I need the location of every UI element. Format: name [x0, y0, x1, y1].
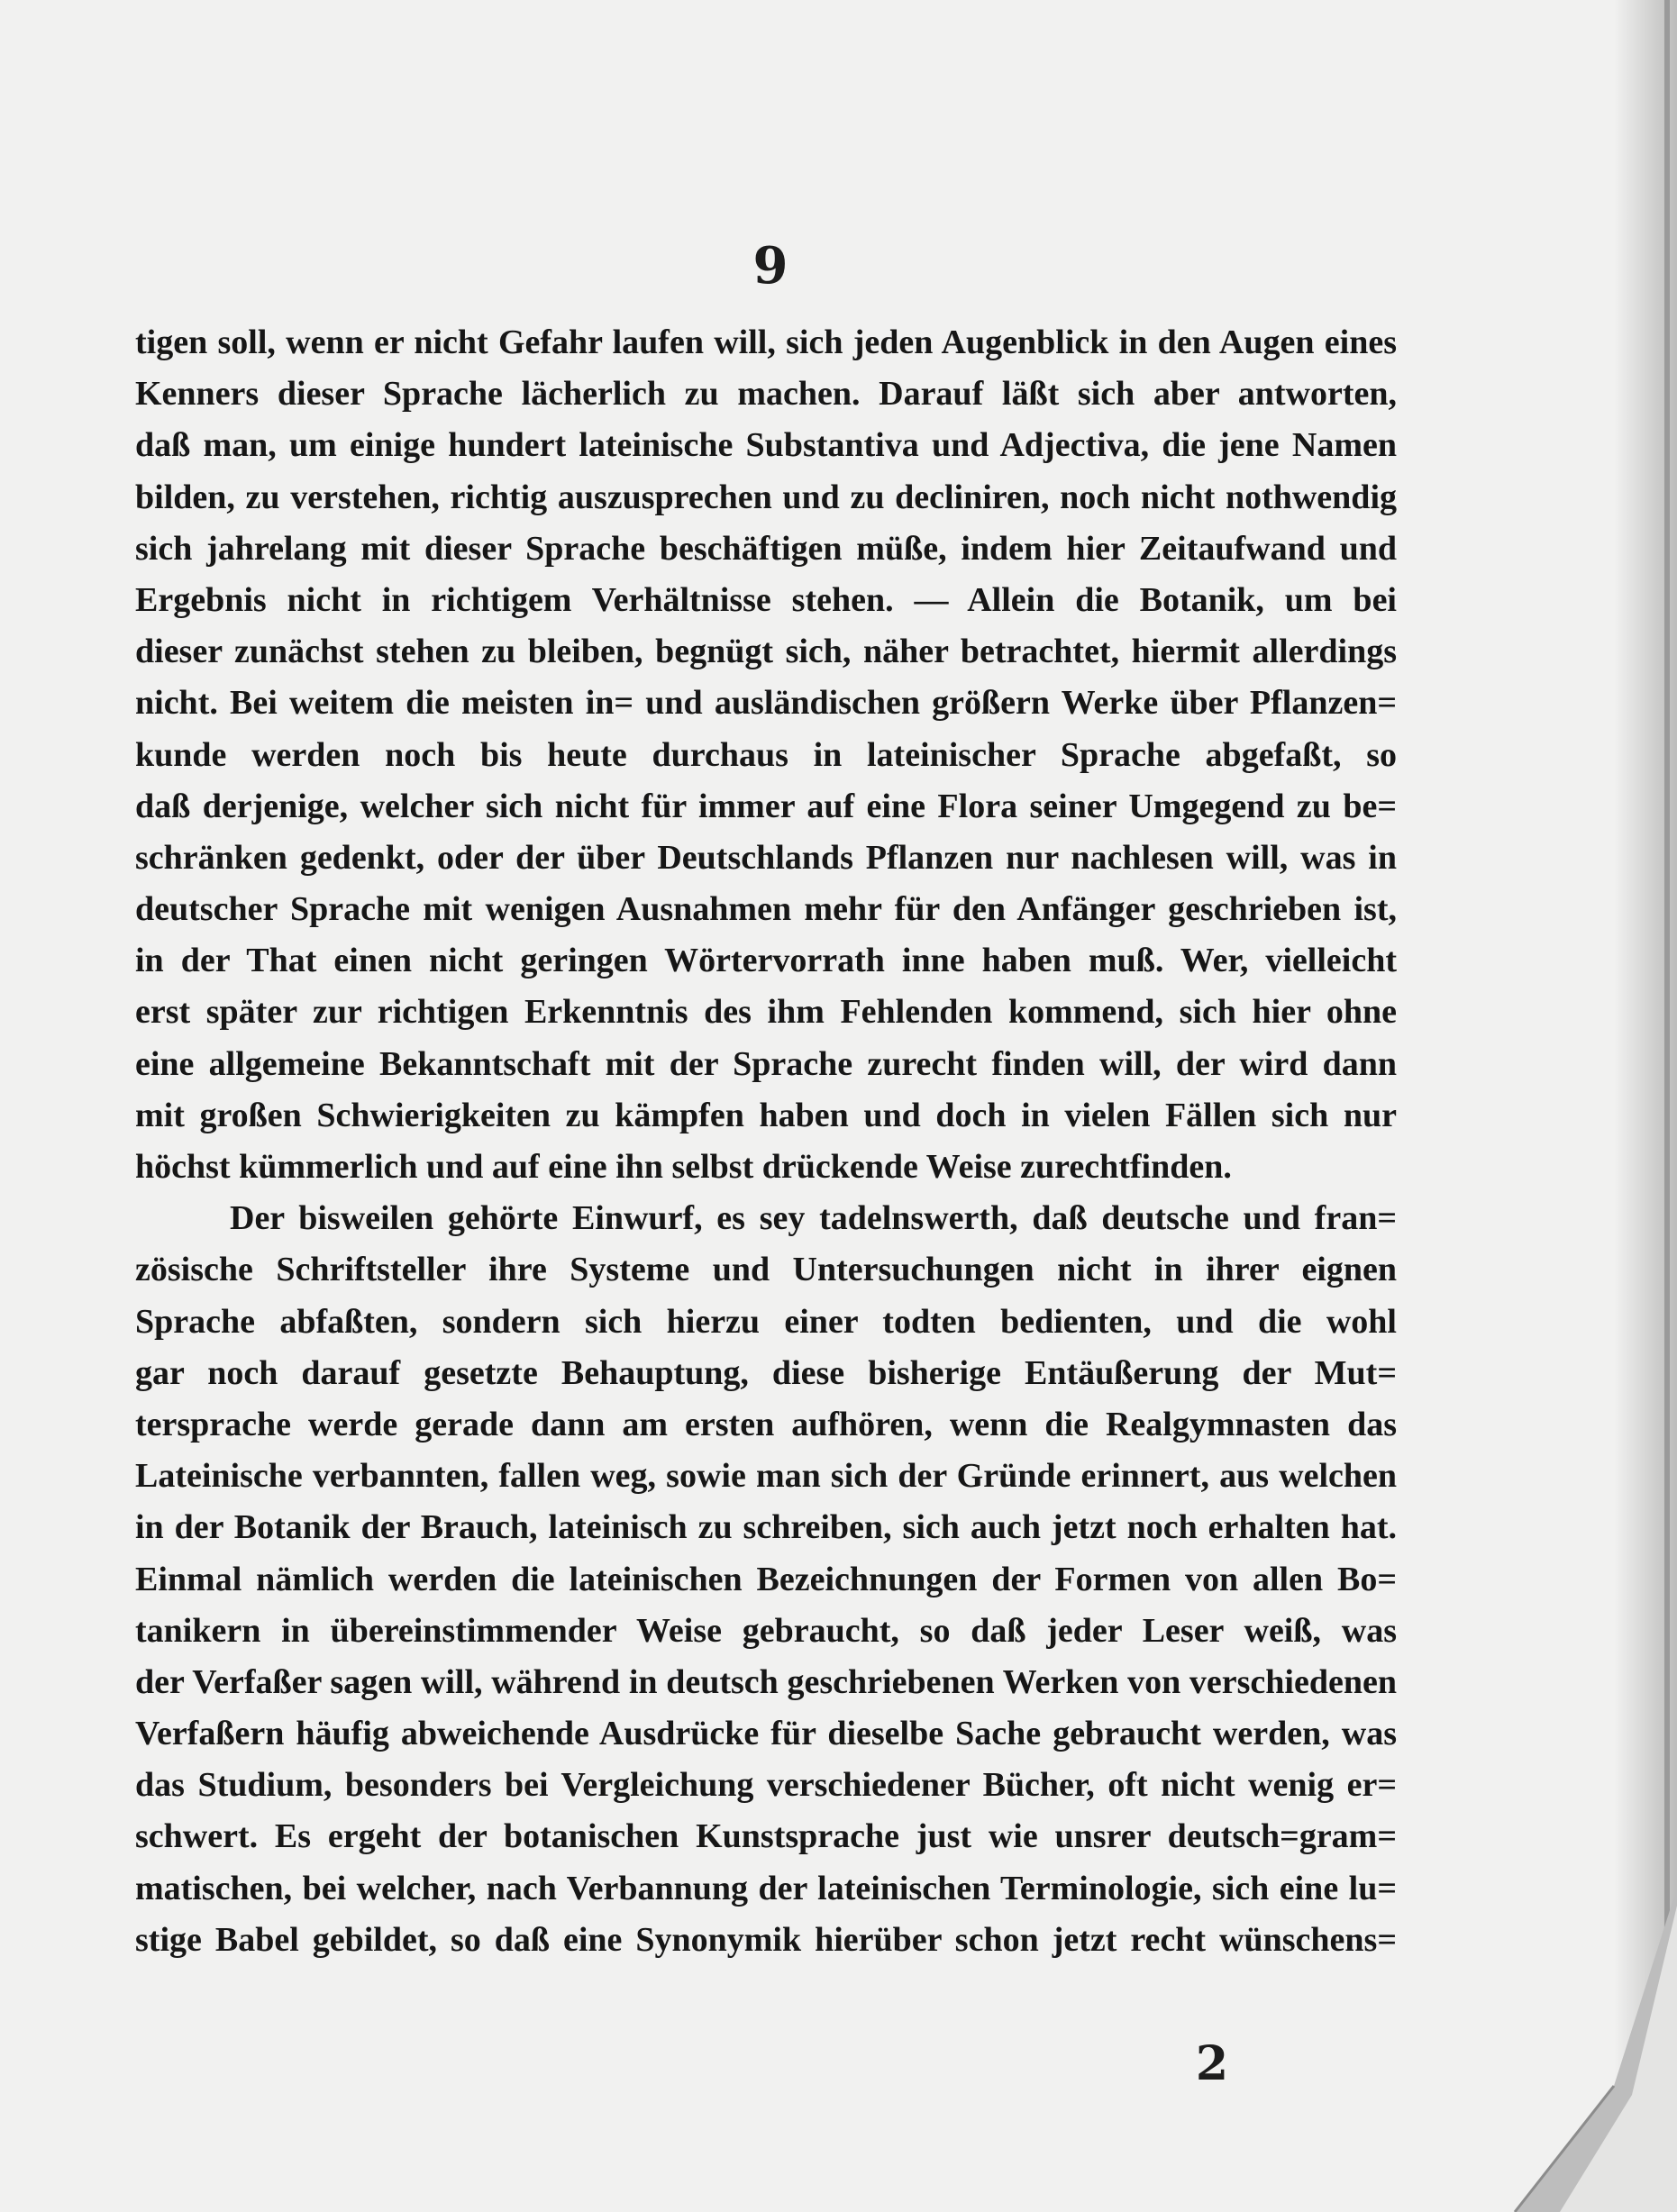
text-line: Sprache abfaßten, sondern sich hierzu einer todten bedienten, und die wohl [135, 1302, 1397, 1341]
text-line: schränken gedenkt, oder der über Deutschlands Pflanzen nur nachlesen will, was in [135, 838, 1397, 877]
text-line: mit großen Schwierigkeiten zu kämpfen haben und doch in vielen Fällen sich nur [135, 1096, 1397, 1134]
text-line: stige Babel gebildet, so daß eine Synonymik hierüber schon jetzt recht wünschens= [135, 1920, 1397, 1959]
page-number: 9 [752, 236, 788, 296]
text-line: kunde werden noch bis heute durchaus in lateinischer Sprache abgefaßt, so [135, 735, 1397, 774]
text-line: Lateinische verbannten, fallen weg, sowie man sich der Gründe erinnert, aus welchen [135, 1457, 1397, 1496]
text-line: matischen, bei welcher, nach Verbannung der lateinischen Terminologie, sich eine lu= [135, 1869, 1397, 1907]
text-line: in der That einen nicht geringen Wörtervorrath inne haben muß. Wer, vielleicht [135, 942, 1397, 980]
text-line: gar noch darauf gesetzte Behauptung, diese bisherige Entäußerung der Mut= [135, 1353, 1397, 1392]
text-line: Der bisweilen gehörte Einwurf, es sey tadelnswerth, daß deutsche und fran= [230, 1199, 1397, 1238]
text-line: Einmal nämlich werden die lateinischen Bezeichnungen der Formen von allen Bo= [135, 1560, 1397, 1598]
text-line: tersprache werde gerade dann am ersten aufhören, wenn die Realgymnasten das [135, 1405, 1397, 1443]
text-line: tanikern in übereinstimmender Weise gebraucht, so daß jeder Leser weiß, was [135, 1611, 1397, 1650]
signature-mark: 2 [1195, 2036, 1229, 2091]
text-line: Kenners dieser Sprache lächerlich zu machen. Darauf läßt sich aber antworten, [135, 375, 1397, 414]
text-line: schwert. Es ergeht der botanischen Kunstsprache just wie unsrer deutsch=gram= [135, 1817, 1397, 1856]
text-line: dieser zunächst stehen zu bleiben, begnügt sich, näher betrachtet, hiermit allerdings [135, 633, 1397, 671]
text-line: der Verfaßer sagen will, während in deutsch geschriebenen Werken von verschiedenen [135, 1662, 1397, 1701]
text-line: das Studium, besonders bei Vergleichung verschiedener Bücher, oft nicht wenig er= [135, 1766, 1397, 1805]
text-line: Ergebnis nicht in richtigem Verhältnisse stehen. — Allein die Botanik, um bei [135, 580, 1397, 619]
page-corner-fold [1479, 1888, 1677, 2212]
text-line: bilden, zu verstehen, richtig auszusprechen und zu decliniren, noch nicht nothwendig [135, 478, 1397, 516]
text-line: in der Botanik der Brauch, lateinisch zu schreiben, sich auch jetzt noch erhalten hat. [135, 1508, 1397, 1547]
text-line: Verfaßern häufig abweichende Ausdrücke für dieselbe Sache gebraucht werden, was [135, 1715, 1397, 1753]
text-line: erst später zur richtigen Erkenntnis des ihm Fehlenden kommend, sich hier ohne [135, 993, 1397, 1032]
text-line: daß derjenige, welcher sich nicht für immer auf eine Flora seiner Umgegend zu be= [135, 787, 1397, 825]
text-line: daß man, um einige hundert lateinische Substantiva und Adjectiva, die jene Namen [135, 426, 1397, 465]
body-text [135, 317, 1397, 1966]
text-line: sich jahrelang mit dieser Sprache beschäftigen müße, indem hier Zeitaufwand und [135, 529, 1397, 568]
text-line: deutscher Sprache mit wenigen Ausnahmen mehr für den Anfänger geschrieben ist, [135, 890, 1397, 929]
text-line: nicht. Bei weitem die meisten in= und ausländischen größern Werke über Pflanzen= [135, 684, 1397, 723]
page-edge [1664, 0, 1670, 2212]
text-line: zösische Schriftsteller ihre Systeme und Untersuchungen nicht in ihrer eignen [135, 1251, 1397, 1289]
text-line: höchst kümmerlich und auf eine ihn selbst drückende Weise zurechtfinden. [135, 1148, 1232, 1186]
text-line: eine allgemeine Bekanntschaft mit der Sprache zurecht finden will, der wird dann [135, 1044, 1397, 1083]
text-line: tigen soll, wenn er nicht Gefahr laufen will, sich jeden Augenblick in den Augen eines [135, 323, 1397, 361]
